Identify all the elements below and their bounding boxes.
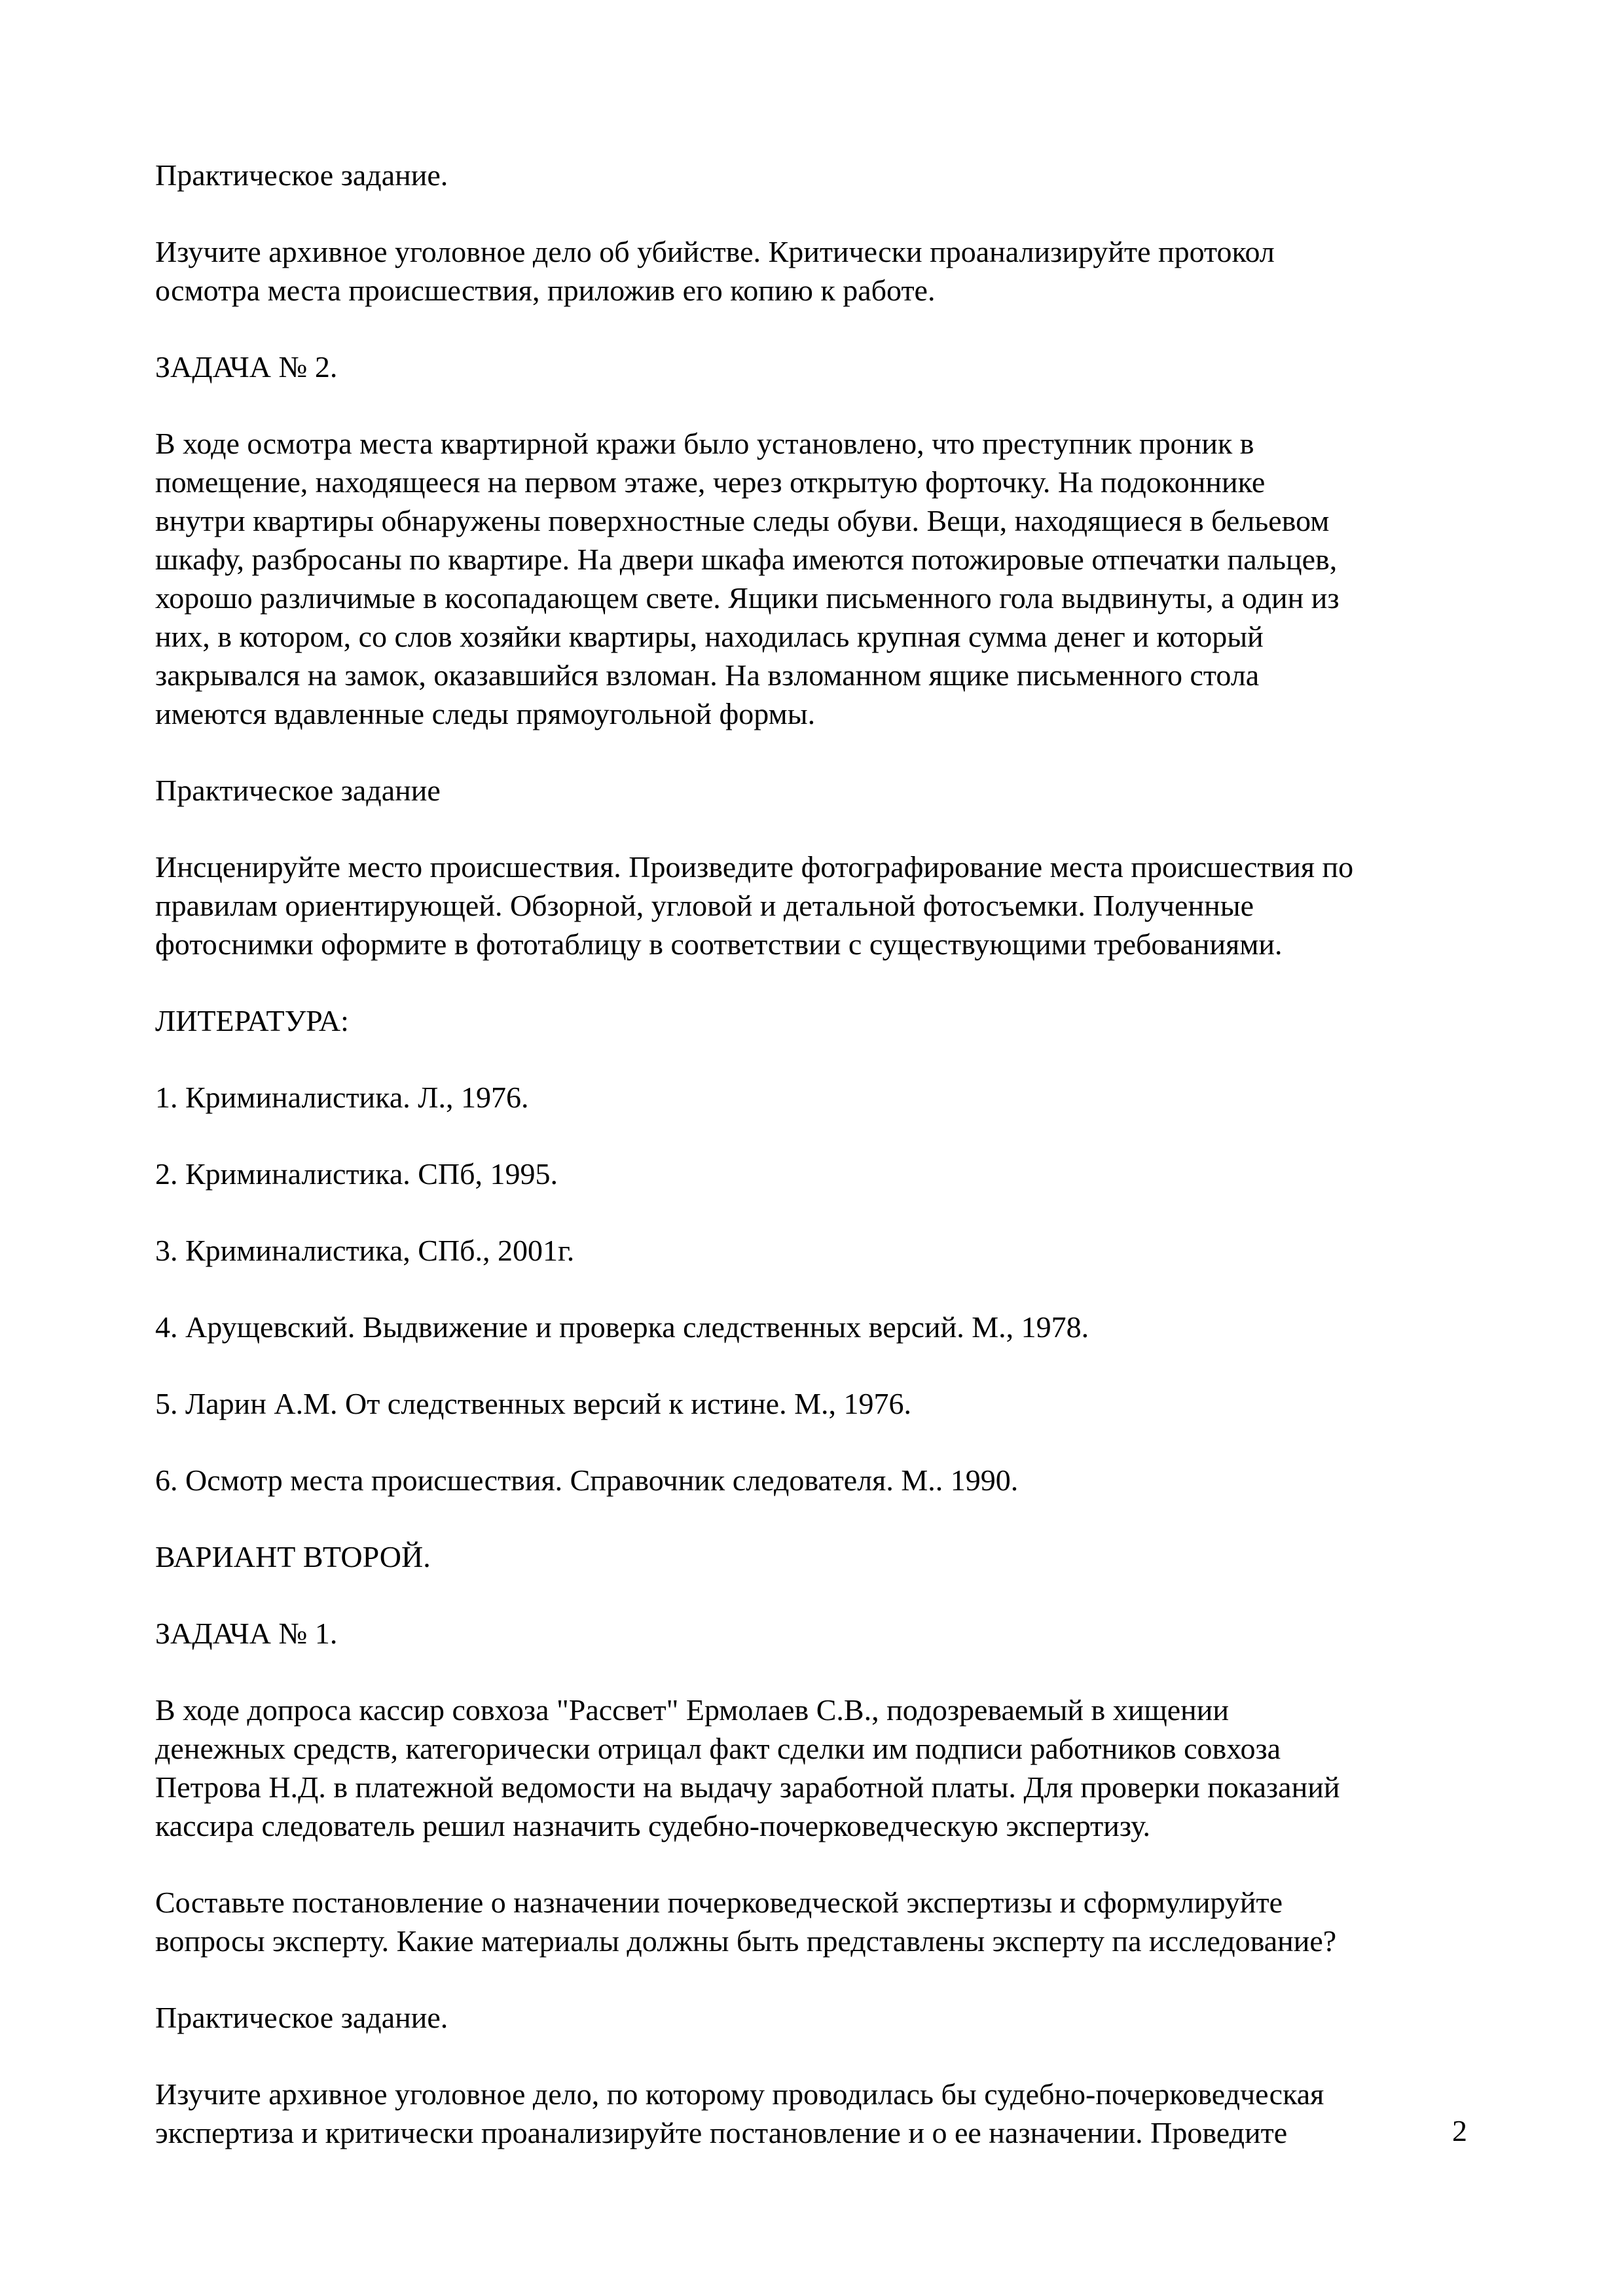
text-line: 3. Криминалистика, СПб., 2001г. <box>155 1234 575 1267</box>
variant-2-heading <box>155 1537 1478 1576</box>
text-line: 5. Ларин А.М. От следственных версий к истине. М., 1976. <box>155 1387 911 1420</box>
text-line: Практическое задание. <box>155 158 448 192</box>
paragraph-gap <box>155 1423 1478 1461</box>
text-line: экспертиза и критически проанализируйте постановление и о ее назначении. Проведите <box>155 2116 1288 2149</box>
task-2-paragraph <box>155 424 1478 733</box>
text-line: В ходе допроса кассир совхоза "Рассвет" Ермолаев С.В., подозреваемый в хищении <box>155 1693 1230 1727</box>
paragraph-gap <box>155 1040 1478 1078</box>
practical-task-heading-3 <box>155 1998 1478 2037</box>
text-line: 4. Арущевский. Выдвижение и проверка следственных версий. М., 1978. <box>155 1310 1089 1344</box>
task-1-heading <box>155 1614 1478 1653</box>
paragraph-gap <box>155 1653 1478 1691</box>
text-line: ЗАДАЧА № 2. <box>155 350 338 384</box>
paragraph-gap <box>155 386 1478 424</box>
paragraph-gap <box>155 963 1478 1001</box>
practical-task-paragraph-2 <box>155 848 1478 963</box>
paragraph-gap <box>155 1576 1478 1614</box>
text-line: ЛИТЕРАТУРА: <box>155 1004 349 1037</box>
paragraph-gap <box>155 1845 1478 1883</box>
literature-item-2 <box>155 1155 1478 1193</box>
text-line: осмотра места происшествия, приложив его копию к работе. <box>155 274 936 307</box>
text-line: помещение, находящееся на первом этаже, через открытую форточку. На подоконнике <box>155 465 1266 499</box>
text-line: них, в котором, со слов хозяйки квартиры, находилась крупная сумма денег и который <box>155 620 1264 653</box>
paragraph-gap <box>155 733 1478 771</box>
paragraph-gap <box>155 1346 1478 1384</box>
task-1-assignment-paragraph <box>155 1883 1478 1960</box>
text-line: Петрова Н.Д. в платежной ведомости на выдачу заработной платы. Для проверки показаний <box>155 1770 1340 1804</box>
text-line: Изучите архивное уголовное дело, по которому проводилась бы судебно-почерковедческая <box>155 2077 1324 2111</box>
text-line: ЗАДАЧА № 1. <box>155 1617 338 1650</box>
text-line: Составьте постановление о назначении почерковедческой экспертизы и сформулируйте <box>155 1886 1283 1919</box>
text-line: Практическое задание <box>155 774 441 807</box>
text-line: Изучите архивное уголовное дело об убийстве. Критически проанализируйте протокол <box>155 235 1275 268</box>
practical-task-paragraph-3 <box>155 2075 1478 2152</box>
text-line: внутри квартиры обнаружены поверхностные следы обуви. Вещи, находящиеся в бельевом <box>155 504 1330 537</box>
paragraph-gap <box>155 2037 1478 2075</box>
practical-task-heading-2 <box>155 771 1478 810</box>
paragraph-gap <box>155 194 1478 232</box>
literature-item-4 <box>155 1308 1478 1346</box>
task-1-paragraph <box>155 1691 1478 1845</box>
paragraph-gap <box>155 310 1478 348</box>
text-line: Инсценируйте место происшествия. Произведите фотографирование места происшествия по <box>155 850 1354 884</box>
literature-item-5 <box>155 1384 1478 1423</box>
literature-item-1 <box>155 1078 1478 1117</box>
text-line: 2. Криминалистика. СПб, 1995. <box>155 1157 558 1191</box>
practical-task-heading-1 <box>155 156 1478 194</box>
literature-item-3 <box>155 1231 1478 1270</box>
text-line: 6. Осмотр места происшествия. Справочник следователя. М.. 1990. <box>155 1463 1019 1497</box>
paragraph-gap <box>155 1960 1478 1998</box>
paragraph-gap <box>155 810 1478 848</box>
document-body <box>155 156 1478 2152</box>
page-number: 2 <box>1452 2114 1467 2147</box>
task-2-heading <box>155 348 1478 386</box>
text-line: денежных средств, категорически отрицал факт сделки им подписи работников совхоза <box>155 1732 1281 1765</box>
text-line: хорошо различимые в косопадающем свете. Ящики письменного гола выдвинуты, а один из <box>155 581 1340 615</box>
text-line: закрывался на замок, оказавшийся взломан. На взломанном ящике письменного стола <box>155 658 1260 692</box>
text-line: кассира следователь решил назначить судебно-почерковедческую экспертизу. <box>155 1809 1150 1842</box>
text-line: фотоснимки оформите в фототаблицу в соответствии с существующими требованиями. <box>155 927 1283 961</box>
literature-heading <box>155 1001 1478 1040</box>
literature-item-6 <box>155 1461 1478 1499</box>
text-line: вопросы эксперту. Какие материалы должны быть представлены эксперту па исследование? <box>155 1924 1337 1958</box>
text-line: 1. Криминалистика. Л., 1976. <box>155 1081 529 1114</box>
paragraph-gap <box>155 1499 1478 1537</box>
text-line: шкафу, разбросаны по квартире. На двери шкафа имеются потожировые отпечатки пальцев, <box>155 543 1338 576</box>
text-line: правилам ориентирующей. Обзорной, угловой и детальной фотосъемки. Полученные <box>155 889 1254 922</box>
paragraph-gap <box>155 1193 1478 1231</box>
text-line: ВАРИАНТ ВТОРОЙ. <box>155 1540 431 1573</box>
paragraph-gap <box>155 1270 1478 1308</box>
text-line: В ходе осмотра места квартирной кражи было установлено, что преступник проник в <box>155 427 1254 460</box>
practical-task-paragraph-1 <box>155 232 1478 310</box>
text-line: имеются вдавленные следы прямоугольной формы. <box>155 697 816 730</box>
paragraph-gap <box>155 1117 1478 1155</box>
text-line: Практическое задание. <box>155 2001 448 2034</box>
